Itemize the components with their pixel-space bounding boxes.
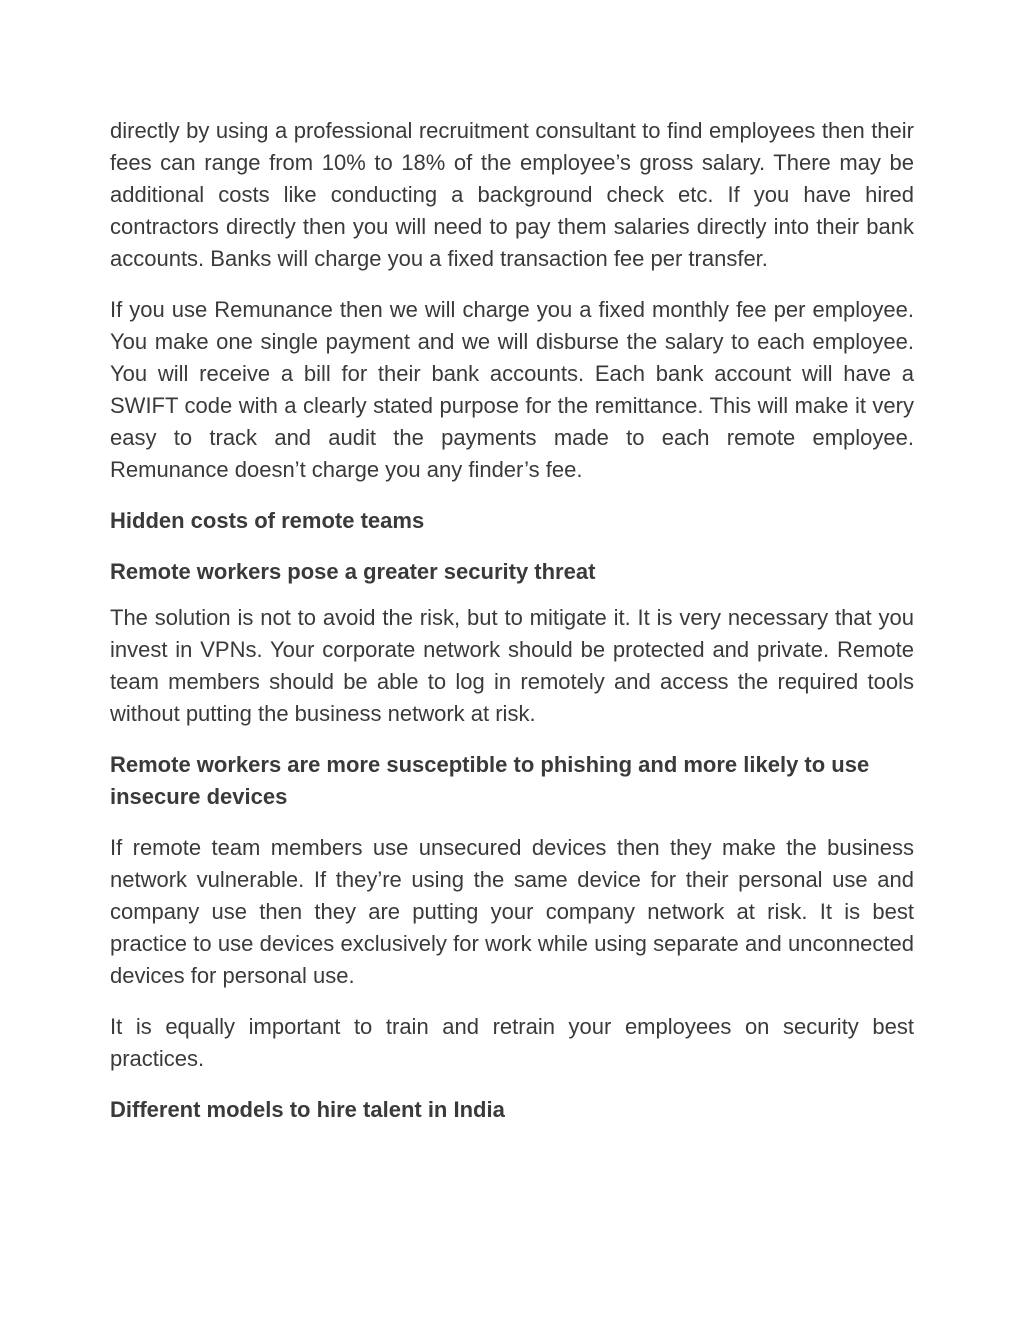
paragraph-training: It is equally important to train and retrain your employees on security best practices. bbox=[110, 1014, 914, 1071]
heading-phishing-devices: Remote workers are more susceptible to phishing and more likely to use insecure devices bbox=[110, 752, 870, 809]
document-page bbox=[110, 115, 914, 1145]
paragraph-recruitment-fees: directly by using a professional recruitment consultant to find employees then their fees can range from 10% to 18% of the employee’s gross salary. There may be additional costs like conducting a background check etc. If you have hired contractors directly then you will need to pay them salaries directly into their bank accounts. Banks will charge you a fixed transaction fee per transfer. bbox=[110, 118, 914, 271]
paragraph-remunance-fees: If you use Remunance then we will charge you a fixed monthly fee per employee. You make one single payment and we will disburse the salary to each employee. You will receive a bill for their bank accounts. Each bank account will have a SWIFT code with a clearly stated purpose for the remittance. This will make it very easy to track and audit the payments made to each remote employee. Remunance doesn’t charge you any finder’s fee. bbox=[110, 297, 914, 482]
heading-hidden-costs: Hidden costs of remote teams bbox=[110, 508, 425, 533]
heading-hiring-models: Different models to hire talent in India bbox=[110, 1097, 505, 1122]
paragraph-unsecured-devices: If remote team members use unsecured devices then they make the business network vulnerable. If they’re using the same device for their personal use and company use then they are putting your company network at risk. It is best practice to use devices exclusively for work while using separate and unconnected devices for personal use. bbox=[110, 835, 914, 988]
paragraph-vpn-solution: The solution is not to avoid the risk, but to mitigate it. It is very necessary that you invest in VPNs. Your corporate network should be protected and private. Remote team members should be able to log in remotely and access the required tools without putting the business network at risk. bbox=[110, 605, 914, 726]
heading-security-threat: Remote workers pose a greater security threat bbox=[110, 559, 596, 584]
